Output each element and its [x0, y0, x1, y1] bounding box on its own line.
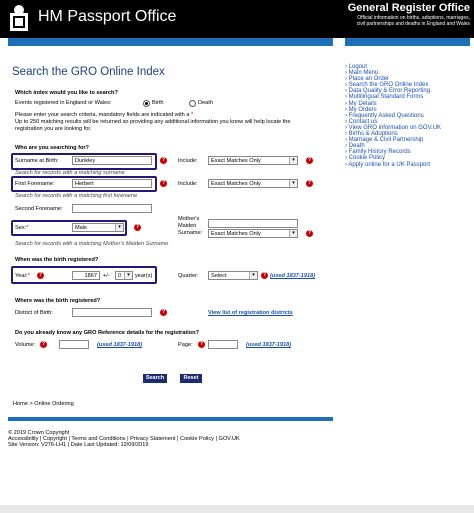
- brand-name: HM Passport Office: [38, 8, 177, 25]
- chevron-down-icon: ▾: [124, 272, 132, 279]
- gro-subtitle-line1: Official information on births, adoptions, marriages,: [357, 15, 470, 21]
- include-label-2: Include:: [178, 181, 198, 187]
- district-input[interactable]: [72, 308, 152, 317]
- sidebar-item-contact[interactable]: › Contact us: [345, 119, 470, 125]
- sidebar-item-multilingual[interactable]: › Multilingual Standard Forms: [345, 94, 470, 100]
- mmn-label-1: Mother's: [178, 216, 200, 222]
- sidebar-item-my-details[interactable]: › My Details: [345, 101, 470, 107]
- page-bottom-bar: [0, 505, 474, 513]
- sidebar-item-births[interactable]: › Births & Adoptions: [345, 131, 470, 137]
- surname-label: Surname at Birth:: [15, 158, 59, 164]
- sex-select-value: Male: [75, 225, 88, 231]
- help-icon[interactable]: ?: [199, 341, 204, 347]
- radio-birth-label: Birth: [152, 100, 164, 106]
- sidebar-item-search-index[interactable]: › Search the GRO Online Index: [345, 82, 470, 88]
- gro-subtitle: [250, 15, 470, 27]
- help-icon[interactable]: ?: [307, 180, 312, 186]
- help-icon[interactable]: ?: [38, 272, 43, 278]
- years-unit-label: year(s): [135, 273, 153, 279]
- content-bottom-rule: [8, 417, 333, 421]
- mmn-label-3: Surname:: [178, 230, 203, 236]
- chevron-down-icon: ▾: [289, 157, 297, 164]
- include-select-2-value: Exact Matches Only: [211, 181, 261, 187]
- forename-hint: Search for records with a matching first forename: [15, 193, 138, 199]
- second-forename-label: Second Forename:: [15, 206, 63, 212]
- sex-label-text: Sex:: [15, 225, 27, 231]
- sex-label: [15, 225, 28, 232]
- gro-title: General Register Office: [347, 2, 470, 14]
- sidebar-item-family-history[interactable]: › Family History Records: [345, 149, 470, 155]
- index-question: Which index would you like to search?: [15, 90, 118, 96]
- sidebar-item-gov-uk[interactable]: › View GRO information on GOV.UK: [345, 125, 470, 131]
- sidebar-item-data-quality[interactable]: › Data Quality & Error Reporting: [345, 88, 470, 94]
- sidebar-item-place-order[interactable]: › Place an Order: [345, 76, 470, 82]
- where-heading: Where was the birth registered?: [15, 298, 101, 304]
- mandatory-star: *: [27, 273, 31, 279]
- who-heading: Who are you searching for?: [15, 145, 89, 151]
- mmn-hint: Search for records with a matching Mother's Maiden Surname: [15, 241, 169, 247]
- help-icon[interactable]: ?: [41, 341, 46, 347]
- sidebar-item-faq[interactable]: › Frequently Asked Questions: [345, 113, 470, 119]
- year-input[interactable]: 1867: [72, 271, 100, 280]
- help-icon[interactable]: ?: [135, 224, 140, 230]
- range-select[interactable]: [115, 271, 133, 280]
- quarter-label: Quarter:: [178, 273, 199, 279]
- include-select-3[interactable]: [208, 229, 298, 238]
- include-select-2[interactable]: [208, 179, 298, 188]
- sidebar-item-main-menu[interactable]: › Main Menu: [345, 70, 470, 76]
- sidebar-item-cookie[interactable]: › Cookie Policy: [345, 155, 470, 161]
- site-header: [0, 0, 474, 38]
- surname-hint: Search for records with a matching surname: [15, 170, 125, 176]
- districts-link[interactable]: View list of registration districts: [208, 310, 293, 316]
- help-icon[interactable]: ?: [161, 157, 166, 163]
- sidebar-item-my-orders[interactable]: › My Orders: [345, 107, 470, 113]
- help-icon[interactable]: ?: [161, 309, 166, 315]
- include-select-1[interactable]: [208, 156, 298, 165]
- content-top-rule: [8, 38, 333, 46]
- intro-line2: Up to 250 matching results will be returned so providing any additional information you know will help locate the: [15, 119, 291, 125]
- sex-select[interactable]: [72, 223, 124, 232]
- search-button[interactable]: Search: [143, 374, 167, 383]
- sidebar-nav: [345, 64, 470, 168]
- volume-input[interactable]: [59, 340, 89, 349]
- footer-links[interactable]: Accessibility | Copyright | Terms and Conditions | Privacy Statement | Cookie Policy | GOV.UK: [8, 436, 240, 442]
- breadcrumb[interactable]: Home > Online Ordering: [13, 401, 74, 407]
- mmn-label-2: Maiden: [178, 223, 197, 229]
- intro-line1: [15, 112, 193, 119]
- page-title: Search the GRO Online Index: [12, 66, 165, 78]
- chevron-down-icon: ▾: [289, 180, 297, 187]
- surname-input[interactable]: Dunkley: [72, 156, 152, 165]
- page-range-link[interactable]: (used 1837-1918): [246, 342, 292, 348]
- page-input[interactable]: [208, 340, 238, 349]
- mmn-input[interactable]: [208, 219, 298, 228]
- include-label-1: Include:: [178, 158, 198, 164]
- mandatory-star: *: [26, 225, 29, 231]
- events-label: Events registered in England or Wales:: [15, 100, 112, 106]
- year-label-text: Year:: [15, 273, 28, 279]
- crest-logo-icon: [4, 3, 34, 35]
- chevron-down-icon: ▾: [249, 272, 257, 279]
- include-select-1-value: Exact Matches Only: [211, 158, 261, 164]
- quarter-select[interactable]: [208, 271, 258, 280]
- chevron-down-icon: ▾: [115, 224, 123, 231]
- intro-text1: Please enter your search criteria, mandatory fields are indicated with a: [15, 112, 190, 118]
- intro-line3: registration you are looking for.: [15, 126, 92, 132]
- include-select-3-value: Exact Matches Only: [211, 231, 261, 237]
- help-icon[interactable]: ?: [307, 230, 312, 236]
- footer-version: Site Version: V276-LH1 | Date Last Updated: 12/09/2019: [8, 442, 149, 448]
- range-select-value: 0: [118, 273, 122, 279]
- sidebar-item-marriage[interactable]: › Marriage & Civil Partnership: [345, 137, 470, 143]
- year-label: [15, 273, 30, 280]
- help-icon[interactable]: ?: [161, 180, 166, 186]
- volume-label: Volume:: [15, 342, 36, 348]
- radio-birth[interactable]: [143, 100, 150, 107]
- gro-ref-question: Do you already know any GRO Reference details for the registration?: [15, 330, 200, 336]
- forename-input[interactable]: Herbert: [72, 179, 152, 188]
- forename-label: First Forename:: [15, 181, 55, 187]
- radio-death[interactable]: [189, 100, 196, 107]
- footer-copyright: © 2019 Crown Copyright: [8, 430, 70, 436]
- sidebar-top-rule: [345, 38, 470, 46]
- second-forename-input[interactable]: [72, 204, 152, 213]
- help-icon[interactable]: ?: [307, 157, 312, 163]
- page-label: Page:: [178, 342, 193, 348]
- mandatory-star: *: [191, 112, 194, 118]
- reset-button[interactable]: Reset: [180, 374, 202, 383]
- quarter-select-value: Select: [211, 273, 227, 279]
- sidebar-item-death[interactable]: › Death: [345, 143, 470, 149]
- volume-range-link[interactable]: (used 1837-1918): [97, 342, 143, 348]
- district-label: District of Birth:: [15, 310, 53, 316]
- sidebar-item-passport[interactable]: › Apply online for a UK Passport: [345, 162, 470, 168]
- chevron-down-icon: ▾: [289, 230, 297, 237]
- radio-death-label: Death: [198, 100, 213, 106]
- gro-subtitle-line2: civil partnerships and deaths in England and Wales: [356, 21, 470, 27]
- help-icon[interactable]: ?: [262, 272, 267, 278]
- quarter-range-link[interactable]: (used 1837-1918): [270, 273, 316, 279]
- plusminus-label: +/-: [103, 273, 110, 279]
- sidebar-item-logout[interactable]: › Logout: [345, 64, 470, 70]
- when-heading: When was the birth registered?: [15, 257, 99, 263]
